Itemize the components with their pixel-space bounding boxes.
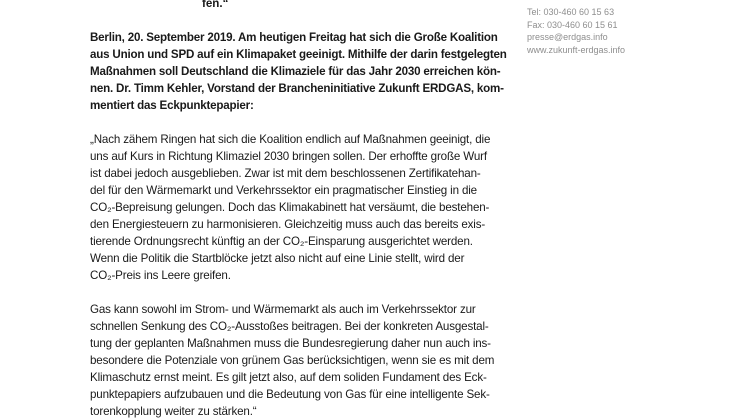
body-line: uns auf Kurs in Richtung Klimaziel 2030 bringen sollen. Der erhoffte große Wurf (90, 150, 487, 163)
body-line: ist dabei jedoch ausgeblieben. Zwar ist mit dem beschlossenen Zertifikatehan- (90, 167, 481, 180)
intro-line: Maßnahmen soll Deutschland die Klimaziele für das Jahr 2030 erreichen kön- (90, 65, 501, 78)
body-line: Gas kann sowohl im Strom- und Wärmemarkt als auch im Verkehrssektor zur (90, 303, 476, 316)
contact-block (527, 6, 737, 56)
body-line: tierende Ordnungsrecht künftig an der CO₂-Einsparung ausgerichtet werden. (90, 235, 473, 248)
body-line: Klimaschutz ernst meint. Es gilt jetzt also, auf dem soliden Fundament des Eck- (90, 371, 487, 384)
body-line: den Energiesteuern zu harmonisieren. Gleichzeitig muss auch das bereits exis- (90, 218, 486, 231)
intro-line: mentiert das Eckpunktepapier: (90, 99, 254, 112)
body-line: CO₂-Preis ins Leere greifen. (90, 269, 231, 282)
body-line: „Nach zähem Ringen hat sich die Koalition endlich auf Maßnahmen geeinigt, die (90, 133, 491, 146)
intro-line: nen. Dr. Timm Kehler, Vorstand der Brancheninitiative Zukunft ERDGAS, kom- (90, 82, 504, 95)
intro-line: aus Union und SPD auf ein Klimapaket geeinigt. Mithilfe der darin festgelegten (90, 48, 507, 61)
contact-fax: Fax: 030-460 60 15 61 (527, 19, 618, 30)
body-line: Wenn die Politik die Startblöcke jetzt also nicht auf eine Linie stellt, wird der (90, 252, 465, 265)
body-line: torenkopplung weiter zu stärken.“ (90, 405, 257, 418)
body-line: del für den Wärmemarkt und Verkehrssektor ein pragmatischer Einstieg in die (90, 184, 477, 197)
body-line: besondere die Potenziale von grünem Gas berücksichtigen, wenn sie es mit dem (90, 354, 495, 367)
contact-website[interactable]: www.zukunft-erdgas.info (527, 44, 626, 55)
body-line: CO₂-Bepreisung gelungen. Doch das Klimakabinett hat versäumt, die bestehen- (90, 201, 490, 214)
contact-phone: Tel: 030-460 60 15 63 (527, 7, 615, 17)
intro-line: Berlin, 20. September 2019. Am heutigen Freitag hat sich die Große Koalition (90, 31, 498, 44)
headline-fragment: fen.“ (202, 0, 229, 10)
contact-email[interactable]: presse@erdgas.info (527, 32, 608, 43)
body-line: schnellen Senkung des CO₂-Ausstoßes beitragen. Bei der konkreten Ausgestal- (90, 320, 489, 333)
body-line: tung der geplanten Maßnahmen muss die Bundesregierung daher nun auch ins- (90, 337, 491, 350)
body-line: punktepapiers aufzubauen und die Bedeutung von Gas für eine intelligente Sek- (90, 388, 490, 401)
